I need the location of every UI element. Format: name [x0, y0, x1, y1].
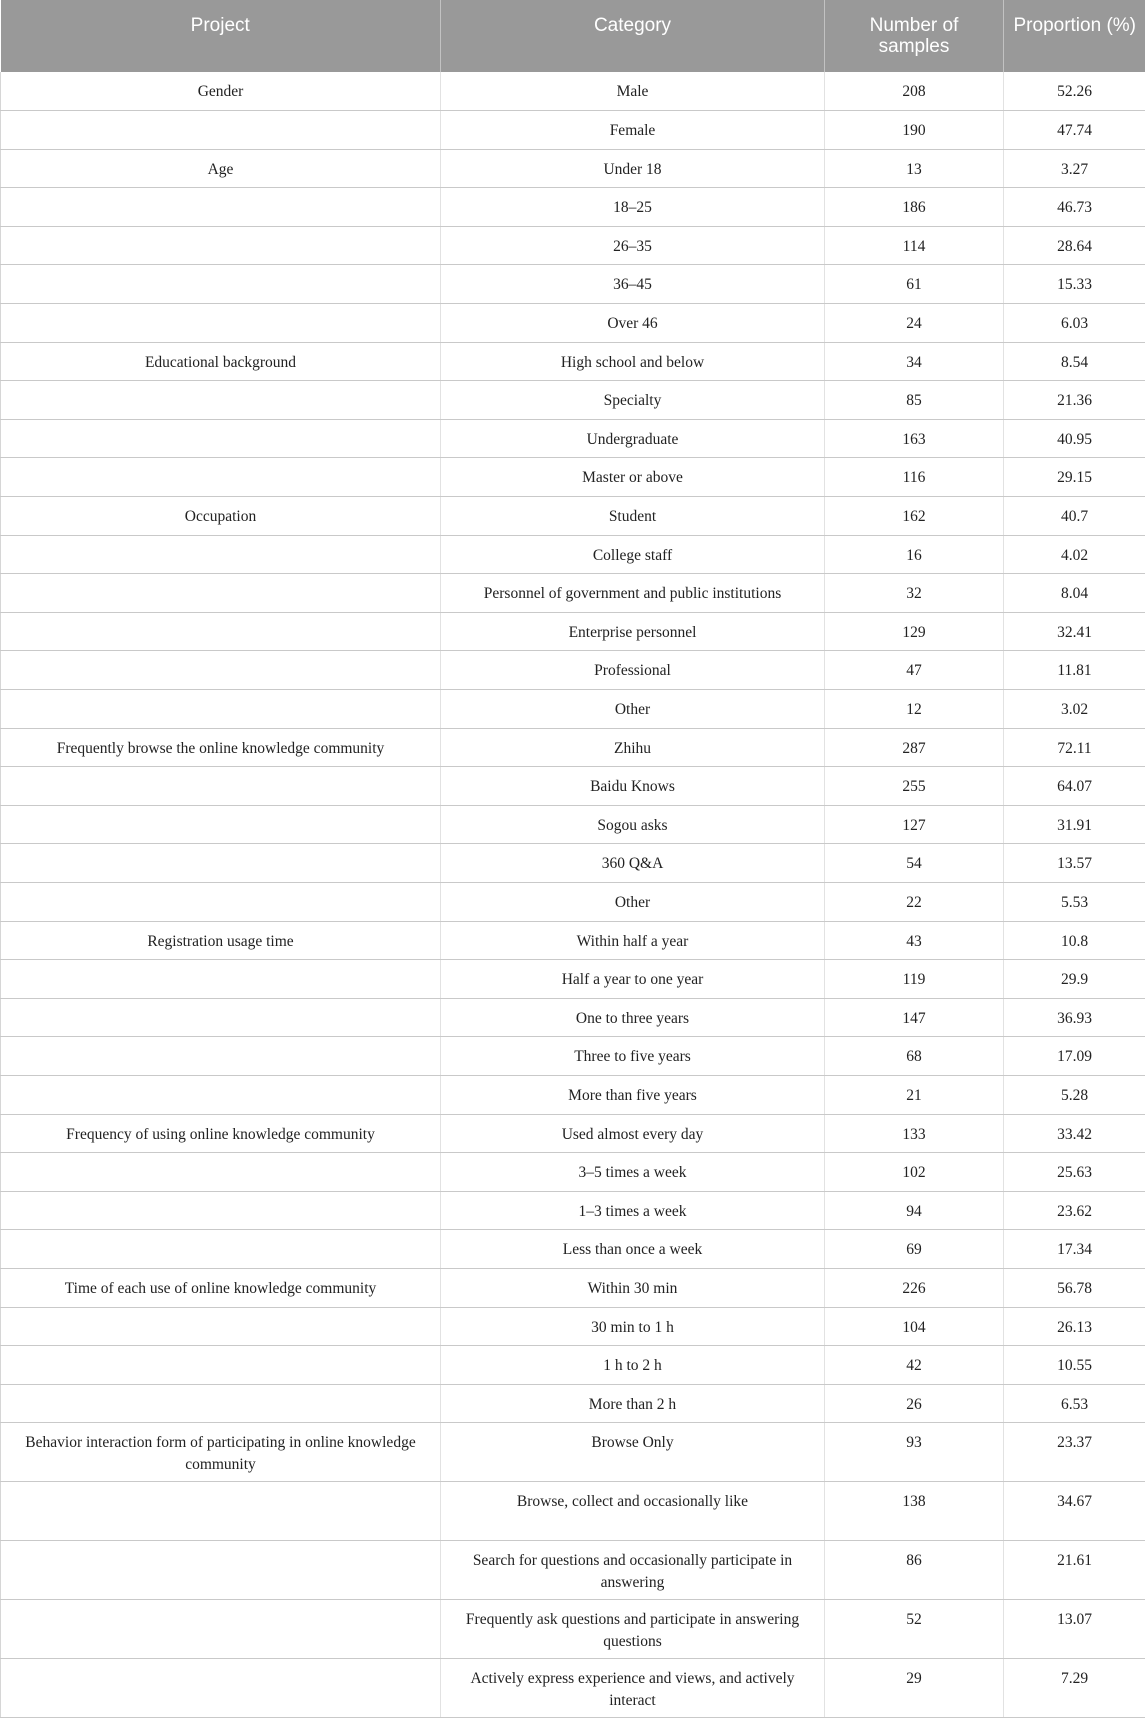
- project-cell: [1, 1230, 441, 1269]
- table-row: [1, 728, 1145, 767]
- samples-cell: 127: [825, 805, 1004, 844]
- project-cell: [1, 805, 441, 844]
- proportion-cell: 33.42: [1004, 1114, 1145, 1153]
- project-cell: [1, 998, 441, 1037]
- proportion-cell: 26.13: [1004, 1307, 1145, 1346]
- project-cell: [1, 1600, 441, 1659]
- samples-cell: 69: [825, 1230, 1004, 1269]
- samples-cell: 12: [825, 690, 1004, 729]
- proportion-cell: 13.57: [1004, 844, 1145, 883]
- samples-cell: 133: [825, 1114, 1004, 1153]
- table-row: [1, 1600, 1145, 1659]
- project-cell: [1, 1384, 441, 1423]
- category-cell: Three to five years: [441, 1037, 825, 1076]
- proportion-cell: 32.41: [1004, 612, 1145, 651]
- category-cell: More than 2 h: [441, 1384, 825, 1423]
- proportion-cell: 34.67: [1004, 1482, 1145, 1541]
- category-cell: Browse, collect and occasionally like: [441, 1482, 825, 1541]
- category-cell: College staff: [441, 535, 825, 574]
- samples-cell: 29: [825, 1659, 1004, 1718]
- samples-cell: 47: [825, 651, 1004, 690]
- project-cell: [1, 1307, 441, 1346]
- category-cell: Enterprise personnel: [441, 612, 825, 651]
- project-cell: [1, 767, 441, 806]
- samples-cell: 163: [825, 419, 1004, 458]
- header-project: Project: [1, 0, 441, 72]
- table-row: [1, 188, 1145, 227]
- table-row: [1, 72, 1145, 111]
- proportion-cell: 72.11: [1004, 728, 1145, 767]
- proportion-cell: 21.61: [1004, 1541, 1145, 1600]
- header-proportion: Proportion (%): [1004, 0, 1145, 72]
- proportion-cell: 15.33: [1004, 265, 1145, 304]
- category-cell: 26–35: [441, 226, 825, 265]
- project-cell: Age: [1, 149, 441, 188]
- table-row: [1, 342, 1145, 381]
- header-category: Category: [441, 0, 825, 72]
- project-cell: [1, 419, 441, 458]
- proportion-cell: 8.04: [1004, 574, 1145, 613]
- proportion-cell: 29.15: [1004, 458, 1145, 497]
- project-cell: Educational background: [1, 342, 441, 381]
- samples-cell: 93: [825, 1423, 1004, 1482]
- project-cell: [1, 690, 441, 729]
- category-cell: Zhihu: [441, 728, 825, 767]
- project-cell: [1, 1659, 441, 1718]
- table-row: [1, 612, 1145, 651]
- project-cell: [1, 188, 441, 227]
- project-cell: Occupation: [1, 497, 441, 536]
- proportion-cell: 46.73: [1004, 188, 1145, 227]
- samples-cell: 43: [825, 921, 1004, 960]
- table-body: [1, 72, 1145, 1718]
- samples-cell: 190: [825, 111, 1004, 150]
- samples-cell: 208: [825, 72, 1004, 111]
- samples-cell: 138: [825, 1482, 1004, 1541]
- proportion-cell: 47.74: [1004, 111, 1145, 150]
- table-row: [1, 381, 1145, 420]
- project-cell: [1, 651, 441, 690]
- samples-cell: 85: [825, 381, 1004, 420]
- project-cell: [1, 1153, 441, 1192]
- project-cell: [1, 111, 441, 150]
- samples-cell: 24: [825, 304, 1004, 343]
- category-cell: Other: [441, 690, 825, 729]
- project-cell: [1, 1191, 441, 1230]
- category-cell: Undergraduate: [441, 419, 825, 458]
- category-cell: Master or above: [441, 458, 825, 497]
- proportion-cell: 23.62: [1004, 1191, 1145, 1230]
- category-cell: Within 30 min: [441, 1268, 825, 1307]
- samples-cell: 42: [825, 1346, 1004, 1385]
- samples-cell: 186: [825, 188, 1004, 227]
- table-row: [1, 1037, 1145, 1076]
- category-cell: Baidu Knows: [441, 767, 825, 806]
- header-row: [1, 0, 1145, 72]
- proportion-cell: 56.78: [1004, 1268, 1145, 1307]
- proportion-cell: 6.53: [1004, 1384, 1145, 1423]
- table-row: [1, 265, 1145, 304]
- project-cell: [1, 882, 441, 921]
- table-row: [1, 882, 1145, 921]
- proportion-cell: 31.91: [1004, 805, 1145, 844]
- samples-cell: 52: [825, 1600, 1004, 1659]
- category-cell: 360 Q&A: [441, 844, 825, 883]
- proportion-cell: 17.09: [1004, 1037, 1145, 1076]
- category-cell: Specialty: [441, 381, 825, 420]
- category-cell: Other: [441, 882, 825, 921]
- proportion-cell: 8.54: [1004, 342, 1145, 381]
- category-cell: Browse Only: [441, 1423, 825, 1482]
- category-cell: 1–3 times a week: [441, 1191, 825, 1230]
- category-cell: Student: [441, 497, 825, 536]
- proportion-cell: 64.07: [1004, 767, 1145, 806]
- samples-cell: 21: [825, 1075, 1004, 1114]
- table-row: [1, 651, 1145, 690]
- category-cell: Female: [441, 111, 825, 150]
- proportion-cell: 7.29: [1004, 1659, 1145, 1718]
- proportion-cell: 29.9: [1004, 960, 1145, 999]
- category-cell: Sogou asks: [441, 805, 825, 844]
- proportion-cell: 36.93: [1004, 998, 1145, 1037]
- samples-cell: 116: [825, 458, 1004, 497]
- project-cell: [1, 1346, 441, 1385]
- category-cell: Personnel of government and public institutions: [441, 574, 825, 613]
- proportion-cell: 10.55: [1004, 1346, 1145, 1385]
- proportion-cell: 21.36: [1004, 381, 1145, 420]
- project-cell: Frequency of using online knowledge community: [1, 1114, 441, 1153]
- samples-cell: 129: [825, 612, 1004, 651]
- proportion-cell: 25.63: [1004, 1153, 1145, 1192]
- project-cell: Registration usage time: [1, 921, 441, 960]
- category-cell: 36–45: [441, 265, 825, 304]
- table-row: [1, 1482, 1145, 1541]
- table-row: [1, 960, 1145, 999]
- proportion-cell: 23.37: [1004, 1423, 1145, 1482]
- samples-cell: 54: [825, 844, 1004, 883]
- project-cell: [1, 1482, 441, 1541]
- table-row: [1, 1153, 1145, 1192]
- project-cell: [1, 1541, 441, 1600]
- table-row: [1, 1230, 1145, 1269]
- category-cell: 3–5 times a week: [441, 1153, 825, 1192]
- samples-cell: 226: [825, 1268, 1004, 1307]
- samples-cell: 22: [825, 882, 1004, 921]
- header-samples: Number of samples: [825, 0, 1004, 72]
- project-cell: [1, 960, 441, 999]
- samples-cell: 26: [825, 1384, 1004, 1423]
- project-cell: Frequently browse the online knowledge community: [1, 728, 441, 767]
- table-row: [1, 111, 1145, 150]
- project-cell: [1, 226, 441, 265]
- project-cell: [1, 612, 441, 651]
- table-row: [1, 574, 1145, 613]
- table-row: [1, 1384, 1145, 1423]
- project-cell: Behavior interaction form of participating in online knowledge community: [1, 1423, 441, 1482]
- category-cell: Over 46: [441, 304, 825, 343]
- category-cell: More than five years: [441, 1075, 825, 1114]
- table-row: [1, 690, 1145, 729]
- samples-cell: 61: [825, 265, 1004, 304]
- category-cell: 1 h to 2 h: [441, 1346, 825, 1385]
- table-row: [1, 1191, 1145, 1230]
- table-row: [1, 1114, 1145, 1153]
- project-cell: Time of each use of online knowledge community: [1, 1268, 441, 1307]
- table-row: [1, 767, 1145, 806]
- project-cell: [1, 535, 441, 574]
- category-cell: High school and below: [441, 342, 825, 381]
- proportion-cell: 11.81: [1004, 651, 1145, 690]
- category-cell: One to three years: [441, 998, 825, 1037]
- samples-cell: 119: [825, 960, 1004, 999]
- category-cell: Half a year to one year: [441, 960, 825, 999]
- samples-cell: 86: [825, 1541, 1004, 1600]
- proportion-cell: 40.7: [1004, 497, 1145, 536]
- samples-cell: 147: [825, 998, 1004, 1037]
- table-row: [1, 419, 1145, 458]
- table-header: [1, 0, 1145, 72]
- proportion-cell: 52.26: [1004, 72, 1145, 111]
- samples-cell: 13: [825, 149, 1004, 188]
- category-cell: Male: [441, 72, 825, 111]
- proportion-cell: 4.02: [1004, 535, 1145, 574]
- samples-cell: 287: [825, 728, 1004, 767]
- table-row: [1, 1268, 1145, 1307]
- category-cell: Used almost every day: [441, 1114, 825, 1153]
- project-cell: [1, 574, 441, 613]
- category-cell: Actively express experience and views, and actively interact: [441, 1659, 825, 1718]
- proportion-cell: 17.34: [1004, 1230, 1145, 1269]
- project-cell: [1, 381, 441, 420]
- table-row: [1, 497, 1145, 536]
- category-cell: Less than once a week: [441, 1230, 825, 1269]
- samples-cell: 114: [825, 226, 1004, 265]
- samples-cell: 68: [825, 1037, 1004, 1076]
- table-row: [1, 1307, 1145, 1346]
- project-cell: [1, 304, 441, 343]
- table-row: [1, 1423, 1145, 1482]
- project-cell: Gender: [1, 72, 441, 111]
- project-cell: [1, 458, 441, 497]
- table-row: [1, 226, 1145, 265]
- proportion-cell: 3.27: [1004, 149, 1145, 188]
- table-row: [1, 805, 1145, 844]
- table-row: [1, 458, 1145, 497]
- category-cell: Within half a year: [441, 921, 825, 960]
- table-row: [1, 535, 1145, 574]
- table-row: [1, 149, 1145, 188]
- project-cell: [1, 1037, 441, 1076]
- category-cell: 18–25: [441, 188, 825, 227]
- table-row: [1, 1075, 1145, 1114]
- project-cell: [1, 844, 441, 883]
- samples-cell: 255: [825, 767, 1004, 806]
- project-cell: [1, 265, 441, 304]
- samples-cell: 102: [825, 1153, 1004, 1192]
- table-row: [1, 1659, 1145, 1718]
- proportion-cell: 28.64: [1004, 226, 1145, 265]
- category-cell: Search for questions and occasionally participate in answering: [441, 1541, 825, 1600]
- proportion-cell: 3.02: [1004, 690, 1145, 729]
- proportion-cell: 40.95: [1004, 419, 1145, 458]
- table-row: [1, 1541, 1145, 1600]
- table-row: [1, 998, 1145, 1037]
- proportion-cell: 10.8: [1004, 921, 1145, 960]
- samples-cell: 16: [825, 535, 1004, 574]
- table-row: [1, 304, 1145, 343]
- samples-cell: 34: [825, 342, 1004, 381]
- category-cell: Frequently ask questions and participate in answering questions: [441, 1600, 825, 1659]
- table-row: [1, 1346, 1145, 1385]
- proportion-cell: 5.53: [1004, 882, 1145, 921]
- proportion-cell: 5.28: [1004, 1075, 1145, 1114]
- category-cell: Professional: [441, 651, 825, 690]
- category-cell: 30 min to 1 h: [441, 1307, 825, 1346]
- samples-cell: 104: [825, 1307, 1004, 1346]
- table-row: [1, 921, 1145, 960]
- table-row: [1, 844, 1145, 883]
- project-cell: [1, 1075, 441, 1114]
- samples-cell: 94: [825, 1191, 1004, 1230]
- proportion-cell: 6.03: [1004, 304, 1145, 343]
- samples-cell: 162: [825, 497, 1004, 536]
- proportion-cell: 13.07: [1004, 1600, 1145, 1659]
- category-cell: Under 18: [441, 149, 825, 188]
- samples-cell: 32: [825, 574, 1004, 613]
